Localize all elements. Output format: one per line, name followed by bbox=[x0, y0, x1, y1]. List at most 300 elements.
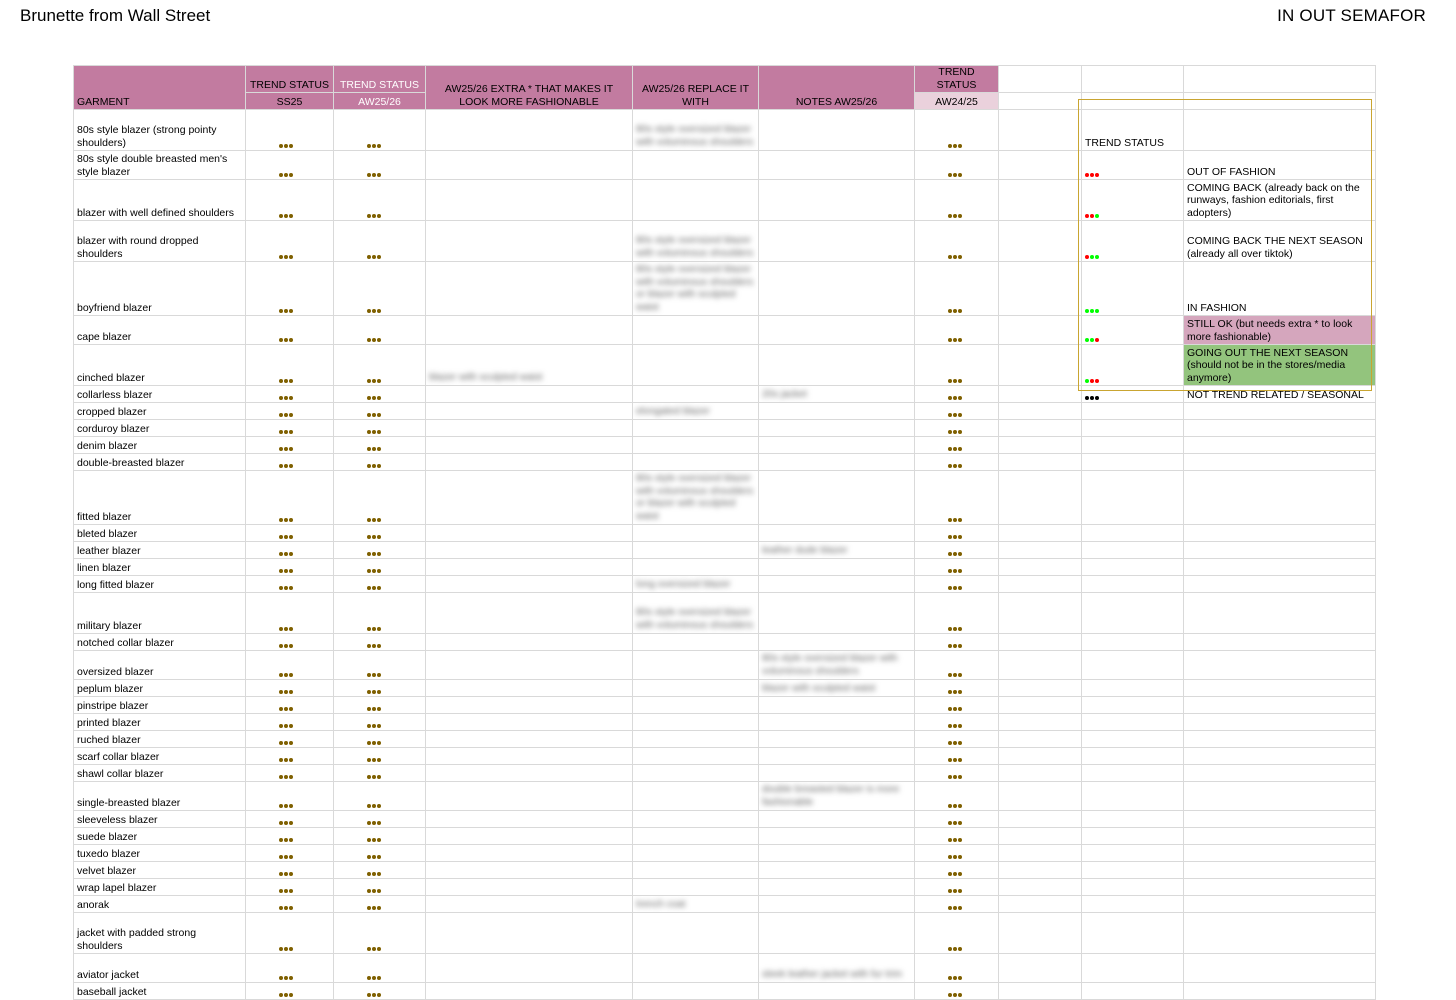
extra-cell[interactable] bbox=[426, 896, 633, 913]
legend-dots-cell[interactable] bbox=[1082, 697, 1184, 714]
garment-cell[interactable]: pinstripe blazer bbox=[74, 697, 246, 714]
empty-cell[interactable] bbox=[999, 576, 1082, 593]
replace-cell[interactable] bbox=[633, 437, 759, 454]
status-ss25-cell[interactable] bbox=[246, 862, 334, 879]
empty-cell[interactable] bbox=[999, 403, 1082, 420]
status-aw2526-cell[interactable] bbox=[334, 559, 426, 576]
status-aw2425-cell[interactable] bbox=[915, 110, 999, 151]
status-aw2425-cell[interactable] bbox=[915, 845, 999, 862]
status-ss25-cell[interactable] bbox=[246, 593, 334, 634]
notes-cell[interactable] bbox=[759, 748, 915, 765]
status-aw2526-cell[interactable] bbox=[334, 954, 426, 983]
notes-cell[interactable] bbox=[759, 420, 915, 437]
status-ss25-cell[interactable] bbox=[246, 110, 334, 151]
empty-cell[interactable] bbox=[999, 680, 1082, 697]
status-aw2526-cell[interactable] bbox=[334, 714, 426, 731]
status-aw2526-cell[interactable] bbox=[334, 634, 426, 651]
legend-label-cell[interactable] bbox=[1184, 862, 1376, 879]
status-aw2425-cell[interactable] bbox=[915, 454, 999, 471]
empty-cell[interactable] bbox=[999, 437, 1082, 454]
notes-cell[interactable] bbox=[759, 221, 915, 262]
legend-dots-cell[interactable] bbox=[1082, 559, 1184, 576]
extra-cell[interactable] bbox=[426, 262, 633, 316]
status-aw2425-cell[interactable] bbox=[915, 765, 999, 782]
status-ss25-cell[interactable] bbox=[246, 471, 334, 525]
empty-cell[interactable] bbox=[999, 862, 1082, 879]
legend-label-cell[interactable] bbox=[1184, 634, 1376, 651]
garment-cell[interactable]: printed blazer bbox=[74, 714, 246, 731]
status-aw2526-cell[interactable] bbox=[334, 913, 426, 954]
empty-cell[interactable] bbox=[999, 559, 1082, 576]
status-aw2425-cell[interactable] bbox=[915, 748, 999, 765]
garment-cell[interactable]: jacket with padded strong shoulders bbox=[74, 913, 246, 954]
notes-cell[interactable] bbox=[759, 386, 915, 403]
header-trend-status-aw2526[interactable]: TREND STATUS bbox=[334, 66, 426, 93]
status-aw2526-cell[interactable] bbox=[334, 420, 426, 437]
notes-cell[interactable] bbox=[759, 151, 915, 180]
legend-dots-cell[interactable] bbox=[1082, 345, 1184, 386]
notes-cell[interactable] bbox=[759, 454, 915, 471]
garment-cell[interactable]: shawl collar blazer bbox=[74, 765, 246, 782]
legend-dots-cell[interactable] bbox=[1082, 811, 1184, 828]
empty-cell[interactable] bbox=[999, 420, 1082, 437]
notes-cell[interactable] bbox=[759, 593, 915, 634]
empty-cell[interactable] bbox=[1184, 66, 1376, 93]
legend-dots-cell[interactable] bbox=[1082, 879, 1184, 896]
legend-dots-cell[interactable] bbox=[1082, 180, 1184, 221]
status-ss25-cell[interactable] bbox=[246, 403, 334, 420]
legend-label-cell[interactable] bbox=[1184, 593, 1376, 634]
legend-label-cell[interactable] bbox=[1184, 954, 1376, 983]
garment-cell[interactable]: cape blazer bbox=[74, 316, 246, 345]
header-aw2526[interactable]: AW25/26 bbox=[334, 93, 426, 110]
garment-cell[interactable]: ruched blazer bbox=[74, 731, 246, 748]
extra-cell[interactable] bbox=[426, 151, 633, 180]
status-ss25-cell[interactable] bbox=[246, 454, 334, 471]
empty-cell[interactable] bbox=[999, 748, 1082, 765]
status-aw2425-cell[interactable] bbox=[915, 811, 999, 828]
legend-dots-cell[interactable] bbox=[1082, 386, 1184, 403]
legend-dots-cell[interactable] bbox=[1082, 576, 1184, 593]
garment-cell[interactable]: wrap lapel blazer bbox=[74, 879, 246, 896]
empty-cell[interactable] bbox=[999, 879, 1082, 896]
legend-title[interactable]: TREND STATUS bbox=[1082, 110, 1184, 151]
status-aw2526-cell[interactable] bbox=[334, 316, 426, 345]
empty-cell[interactable] bbox=[999, 811, 1082, 828]
status-aw2526-cell[interactable] bbox=[334, 862, 426, 879]
empty-cell[interactable] bbox=[1082, 66, 1184, 93]
header-aw2425[interactable]: AW24/25 bbox=[915, 93, 999, 110]
garment-cell[interactable]: double-breasted blazer bbox=[74, 454, 246, 471]
notes-cell[interactable] bbox=[759, 471, 915, 525]
status-aw2526-cell[interactable] bbox=[334, 386, 426, 403]
status-ss25-cell[interactable] bbox=[246, 345, 334, 386]
status-aw2526-cell[interactable] bbox=[334, 576, 426, 593]
status-aw2526-cell[interactable] bbox=[334, 651, 426, 680]
empty-cell[interactable] bbox=[999, 828, 1082, 845]
legend-label-cell[interactable]: STILL OK (but needs extra * to look more fashionable) bbox=[1184, 316, 1376, 345]
legend-dots-cell[interactable] bbox=[1082, 316, 1184, 345]
status-aw2526-cell[interactable] bbox=[334, 731, 426, 748]
extra-cell[interactable] bbox=[426, 651, 633, 680]
empty-cell[interactable] bbox=[999, 345, 1082, 386]
status-aw2425-cell[interactable] bbox=[915, 151, 999, 180]
status-ss25-cell[interactable] bbox=[246, 748, 334, 765]
header-trend-status-aw2425[interactable]: TREND STATUS bbox=[915, 66, 999, 93]
garment-cell[interactable]: leather blazer bbox=[74, 542, 246, 559]
extra-cell[interactable] bbox=[426, 828, 633, 845]
empty-cell[interactable] bbox=[999, 525, 1082, 542]
empty-cell[interactable] bbox=[999, 262, 1082, 316]
legend-dots-cell[interactable] bbox=[1082, 525, 1184, 542]
notes-cell[interactable] bbox=[759, 525, 915, 542]
legend-dots-cell[interactable] bbox=[1082, 403, 1184, 420]
status-aw2526-cell[interactable] bbox=[334, 151, 426, 180]
extra-cell[interactable] bbox=[426, 680, 633, 697]
status-aw2425-cell[interactable] bbox=[915, 828, 999, 845]
legend-label-cell[interactable] bbox=[1184, 680, 1376, 697]
garment-cell[interactable]: notched collar blazer bbox=[74, 634, 246, 651]
empty-cell[interactable] bbox=[999, 316, 1082, 345]
extra-cell[interactable] bbox=[426, 954, 633, 983]
legend-dots-cell[interactable] bbox=[1082, 714, 1184, 731]
replace-cell[interactable] bbox=[633, 862, 759, 879]
replace-cell[interactable] bbox=[633, 386, 759, 403]
legend-dots-cell[interactable] bbox=[1082, 420, 1184, 437]
extra-cell[interactable] bbox=[426, 110, 633, 151]
status-aw2526-cell[interactable] bbox=[334, 525, 426, 542]
status-ss25-cell[interactable] bbox=[246, 651, 334, 680]
replace-cell[interactable] bbox=[633, 316, 759, 345]
status-aw2425-cell[interactable] bbox=[915, 437, 999, 454]
status-ss25-cell[interactable] bbox=[246, 437, 334, 454]
status-aw2425-cell[interactable] bbox=[915, 345, 999, 386]
replace-cell[interactable] bbox=[633, 828, 759, 845]
status-aw2526-cell[interactable] bbox=[334, 748, 426, 765]
status-aw2425-cell[interactable] bbox=[915, 731, 999, 748]
status-aw2425-cell[interactable] bbox=[915, 576, 999, 593]
status-aw2526-cell[interactable] bbox=[334, 845, 426, 862]
replace-cell[interactable] bbox=[633, 420, 759, 437]
notes-cell[interactable] bbox=[759, 896, 915, 913]
empty-cell[interactable] bbox=[999, 454, 1082, 471]
legend-dots-cell[interactable] bbox=[1082, 782, 1184, 811]
garment-cell[interactable]: single-breasted blazer bbox=[74, 782, 246, 811]
status-aw2526-cell[interactable] bbox=[334, 403, 426, 420]
garment-cell[interactable]: oversized blazer bbox=[74, 651, 246, 680]
replace-cell[interactable] bbox=[633, 151, 759, 180]
status-aw2526-cell[interactable] bbox=[334, 110, 426, 151]
garment-cell[interactable]: linen blazer bbox=[74, 559, 246, 576]
status-aw2526-cell[interactable] bbox=[334, 765, 426, 782]
status-aw2526-cell[interactable] bbox=[334, 896, 426, 913]
empty-cell[interactable] bbox=[999, 386, 1082, 403]
empty-cell[interactable] bbox=[999, 93, 1082, 110]
status-aw2526-cell[interactable] bbox=[334, 593, 426, 634]
replace-cell[interactable] bbox=[633, 345, 759, 386]
status-ss25-cell[interactable] bbox=[246, 913, 334, 954]
legend-label-cell[interactable]: COMING BACK (already back on the runways, fashion editorials, first adopters) bbox=[1184, 180, 1376, 221]
extra-cell[interactable] bbox=[426, 748, 633, 765]
garment-cell[interactable]: 80s style blazer (strong pointy shoulders) bbox=[74, 110, 246, 151]
status-aw2526-cell[interactable] bbox=[334, 437, 426, 454]
empty-cell[interactable] bbox=[999, 896, 1082, 913]
garment-cell[interactable]: anorak bbox=[74, 896, 246, 913]
status-aw2425-cell[interactable] bbox=[915, 593, 999, 634]
garment-cell[interactable]: aviator jacket bbox=[74, 954, 246, 983]
status-aw2526-cell[interactable] bbox=[334, 262, 426, 316]
extra-cell[interactable] bbox=[426, 731, 633, 748]
extra-cell[interactable] bbox=[426, 454, 633, 471]
legend-label-cell[interactable]: NOT TREND RELATED / SEASONAL bbox=[1184, 386, 1376, 403]
status-aw2425-cell[interactable] bbox=[915, 525, 999, 542]
extra-cell[interactable] bbox=[426, 471, 633, 525]
notes-cell[interactable] bbox=[759, 180, 915, 221]
garment-cell[interactable]: corduroy blazer bbox=[74, 420, 246, 437]
notes-cell[interactable] bbox=[759, 845, 915, 862]
empty-cell[interactable] bbox=[999, 954, 1082, 983]
extra-cell[interactable] bbox=[426, 542, 633, 559]
status-aw2425-cell[interactable] bbox=[915, 913, 999, 954]
status-ss25-cell[interactable] bbox=[246, 634, 334, 651]
extra-cell[interactable] bbox=[426, 345, 633, 386]
garment-cell[interactable]: military blazer bbox=[74, 593, 246, 634]
notes-cell[interactable] bbox=[759, 913, 915, 954]
legend-dots-cell[interactable] bbox=[1082, 542, 1184, 559]
status-aw2526-cell[interactable] bbox=[334, 454, 426, 471]
replace-cell[interactable] bbox=[633, 403, 759, 420]
legend-label-cell[interactable]: COMING BACK THE NEXT SEASON (already all over tiktok) bbox=[1184, 221, 1376, 262]
legend-label-cell[interactable] bbox=[1184, 110, 1376, 151]
replace-cell[interactable] bbox=[633, 180, 759, 221]
replace-cell[interactable] bbox=[633, 845, 759, 862]
legend-dots-cell[interactable] bbox=[1082, 454, 1184, 471]
notes-cell[interactable] bbox=[759, 697, 915, 714]
extra-cell[interactable] bbox=[426, 386, 633, 403]
legend-dots-cell[interactable] bbox=[1082, 151, 1184, 180]
legend-dots-cell[interactable] bbox=[1082, 862, 1184, 879]
status-ss25-cell[interactable] bbox=[246, 731, 334, 748]
notes-cell[interactable] bbox=[759, 828, 915, 845]
status-ss25-cell[interactable] bbox=[246, 765, 334, 782]
header-extra[interactable]: AW25/26 EXTRA * THAT MAKES IT LOOK MORE FASHIONABLE bbox=[426, 66, 633, 110]
legend-label-cell[interactable] bbox=[1184, 896, 1376, 913]
empty-cell[interactable] bbox=[999, 110, 1082, 151]
garment-cell[interactable]: sleeveless blazer bbox=[74, 811, 246, 828]
legend-label-cell[interactable] bbox=[1184, 576, 1376, 593]
notes-cell[interactable] bbox=[759, 651, 915, 680]
replace-cell[interactable] bbox=[633, 634, 759, 651]
status-aw2526-cell[interactable] bbox=[334, 542, 426, 559]
extra-cell[interactable] bbox=[426, 879, 633, 896]
replace-cell[interactable] bbox=[633, 542, 759, 559]
legend-label-cell[interactable]: OUT OF FASHION bbox=[1184, 151, 1376, 180]
status-aw2425-cell[interactable] bbox=[915, 697, 999, 714]
empty-cell[interactable] bbox=[999, 634, 1082, 651]
status-aw2425-cell[interactable] bbox=[915, 559, 999, 576]
status-aw2526-cell[interactable] bbox=[334, 697, 426, 714]
status-aw2526-cell[interactable] bbox=[334, 180, 426, 221]
status-aw2425-cell[interactable] bbox=[915, 262, 999, 316]
status-ss25-cell[interactable] bbox=[246, 697, 334, 714]
garment-cell[interactable]: denim blazer bbox=[74, 437, 246, 454]
replace-cell[interactable] bbox=[633, 221, 759, 262]
garment-cell[interactable]: boyfriend blazer bbox=[74, 262, 246, 316]
empty-cell[interactable] bbox=[999, 765, 1082, 782]
notes-cell[interactable] bbox=[759, 862, 915, 879]
legend-label-cell[interactable] bbox=[1184, 811, 1376, 828]
status-aw2425-cell[interactable] bbox=[915, 954, 999, 983]
legend-dots-cell[interactable] bbox=[1082, 651, 1184, 680]
legend-dots-cell[interactable] bbox=[1082, 896, 1184, 913]
replace-cell[interactable] bbox=[633, 454, 759, 471]
status-aw2526-cell[interactable] bbox=[334, 680, 426, 697]
notes-cell[interactable] bbox=[759, 437, 915, 454]
replace-cell[interactable] bbox=[633, 954, 759, 983]
extra-cell[interactable] bbox=[426, 714, 633, 731]
garment-cell[interactable]: 80s style double breasted men's style blazer bbox=[74, 151, 246, 180]
legend-label-cell[interactable] bbox=[1184, 420, 1376, 437]
legend-dots-cell[interactable] bbox=[1082, 913, 1184, 954]
legend-dots-cell[interactable] bbox=[1082, 262, 1184, 316]
header-trend-status-ss25[interactable]: TREND STATUS bbox=[246, 66, 334, 93]
status-aw2526-cell[interactable] bbox=[334, 471, 426, 525]
status-aw2425-cell[interactable] bbox=[915, 782, 999, 811]
replace-cell[interactable] bbox=[633, 576, 759, 593]
legend-label-cell[interactable] bbox=[1184, 454, 1376, 471]
status-ss25-cell[interactable] bbox=[246, 542, 334, 559]
empty-cell[interactable] bbox=[999, 66, 1082, 93]
empty-cell[interactable] bbox=[999, 221, 1082, 262]
extra-cell[interactable] bbox=[426, 845, 633, 862]
status-ss25-cell[interactable] bbox=[246, 525, 334, 542]
legend-dots-cell[interactable] bbox=[1082, 593, 1184, 634]
legend-label-cell[interactable] bbox=[1184, 714, 1376, 731]
empty-cell[interactable] bbox=[999, 714, 1082, 731]
extra-cell[interactable] bbox=[426, 782, 633, 811]
empty-cell[interactable] bbox=[999, 151, 1082, 180]
garment-cell[interactable]: collarless blazer bbox=[74, 386, 246, 403]
replace-cell[interactable] bbox=[633, 559, 759, 576]
replace-cell[interactable] bbox=[633, 782, 759, 811]
extra-cell[interactable] bbox=[426, 576, 633, 593]
status-aw2425-cell[interactable] bbox=[915, 714, 999, 731]
status-ss25-cell[interactable] bbox=[246, 316, 334, 345]
legend-dots-cell[interactable] bbox=[1082, 828, 1184, 845]
replace-cell[interactable] bbox=[633, 896, 759, 913]
status-ss25-cell[interactable] bbox=[246, 151, 334, 180]
header-garment[interactable]: GARMENT bbox=[74, 66, 246, 110]
garment-cell[interactable]: fitted blazer bbox=[74, 471, 246, 525]
extra-cell[interactable] bbox=[426, 420, 633, 437]
notes-cell[interactable] bbox=[759, 634, 915, 651]
status-ss25-cell[interactable] bbox=[246, 828, 334, 845]
garment-cell[interactable]: cinched blazer bbox=[74, 345, 246, 386]
notes-cell[interactable] bbox=[759, 811, 915, 828]
notes-cell[interactable] bbox=[759, 714, 915, 731]
legend-dots-cell[interactable] bbox=[1082, 748, 1184, 765]
status-ss25-cell[interactable] bbox=[246, 954, 334, 983]
status-aw2425-cell[interactable] bbox=[915, 634, 999, 651]
notes-cell[interactable] bbox=[759, 316, 915, 345]
legend-dots-cell[interactable] bbox=[1082, 765, 1184, 782]
status-aw2526-cell[interactable] bbox=[334, 879, 426, 896]
legend-label-cell[interactable] bbox=[1184, 748, 1376, 765]
status-aw2425-cell[interactable] bbox=[915, 420, 999, 437]
garment-cell[interactable]: scarf collar blazer bbox=[74, 748, 246, 765]
status-ss25-cell[interactable] bbox=[246, 420, 334, 437]
replace-cell[interactable] bbox=[633, 593, 759, 634]
legend-label-cell[interactable] bbox=[1184, 828, 1376, 845]
notes-cell[interactable] bbox=[759, 731, 915, 748]
notes-cell[interactable] bbox=[759, 576, 915, 593]
legend-label-cell[interactable]: GOING OUT THE NEXT SEASON (should not be in the stores/media anymore) bbox=[1184, 345, 1376, 386]
replace-cell[interactable] bbox=[633, 651, 759, 680]
legend-label-cell[interactable] bbox=[1184, 845, 1376, 862]
legend-dots-cell[interactable] bbox=[1082, 680, 1184, 697]
legend-dots-cell[interactable] bbox=[1082, 221, 1184, 262]
status-ss25-cell[interactable] bbox=[246, 386, 334, 403]
legend-label-cell[interactable] bbox=[1184, 651, 1376, 680]
status-ss25-cell[interactable] bbox=[246, 262, 334, 316]
status-aw2425-cell[interactable] bbox=[915, 403, 999, 420]
legend-dots-cell[interactable] bbox=[1082, 954, 1184, 983]
garment-cell[interactable]: blazer with well defined shoulders bbox=[74, 180, 246, 221]
status-ss25-cell[interactable] bbox=[246, 180, 334, 221]
status-ss25-cell[interactable] bbox=[246, 896, 334, 913]
empty-cell[interactable] bbox=[999, 731, 1082, 748]
legend-label-cell[interactable] bbox=[1184, 525, 1376, 542]
legend-label-cell[interactable] bbox=[1184, 403, 1376, 420]
replace-cell[interactable] bbox=[633, 697, 759, 714]
notes-cell[interactable] bbox=[759, 879, 915, 896]
empty-cell[interactable] bbox=[999, 913, 1082, 954]
replace-cell[interactable] bbox=[633, 110, 759, 151]
legend-dots-cell[interactable] bbox=[1082, 437, 1184, 454]
status-aw2425-cell[interactable] bbox=[915, 862, 999, 879]
notes-cell[interactable] bbox=[759, 542, 915, 559]
status-ss25-cell[interactable] bbox=[246, 811, 334, 828]
empty-cell[interactable] bbox=[999, 782, 1082, 811]
notes-cell[interactable] bbox=[759, 403, 915, 420]
extra-cell[interactable] bbox=[426, 765, 633, 782]
status-ss25-cell[interactable] bbox=[246, 879, 334, 896]
garment-cell[interactable]: baseball jacket bbox=[74, 983, 246, 1000]
status-aw2425-cell[interactable] bbox=[915, 879, 999, 896]
replace-cell[interactable] bbox=[633, 765, 759, 782]
empty-cell[interactable] bbox=[999, 542, 1082, 559]
extra-cell[interactable] bbox=[426, 697, 633, 714]
header-ss25[interactable]: SS25 bbox=[246, 93, 334, 110]
replace-cell[interactable] bbox=[633, 262, 759, 316]
status-ss25-cell[interactable] bbox=[246, 782, 334, 811]
legend-label-cell[interactable] bbox=[1184, 782, 1376, 811]
replace-cell[interactable] bbox=[633, 471, 759, 525]
legend-dots-cell[interactable] bbox=[1082, 634, 1184, 651]
extra-cell[interactable] bbox=[426, 593, 633, 634]
legend-label-cell[interactable] bbox=[1184, 697, 1376, 714]
extra-cell[interactable] bbox=[426, 221, 633, 262]
legend-label-cell[interactable] bbox=[1184, 471, 1376, 525]
replace-cell[interactable] bbox=[633, 731, 759, 748]
status-aw2425-cell[interactable] bbox=[915, 386, 999, 403]
replace-cell[interactable] bbox=[633, 680, 759, 697]
empty-cell[interactable] bbox=[1184, 93, 1376, 110]
garment-cell[interactable]: blazer with round dropped shoulders bbox=[74, 221, 246, 262]
legend-label-cell[interactable] bbox=[1184, 542, 1376, 559]
replace-cell[interactable] bbox=[633, 913, 759, 954]
extra-cell[interactable] bbox=[426, 437, 633, 454]
